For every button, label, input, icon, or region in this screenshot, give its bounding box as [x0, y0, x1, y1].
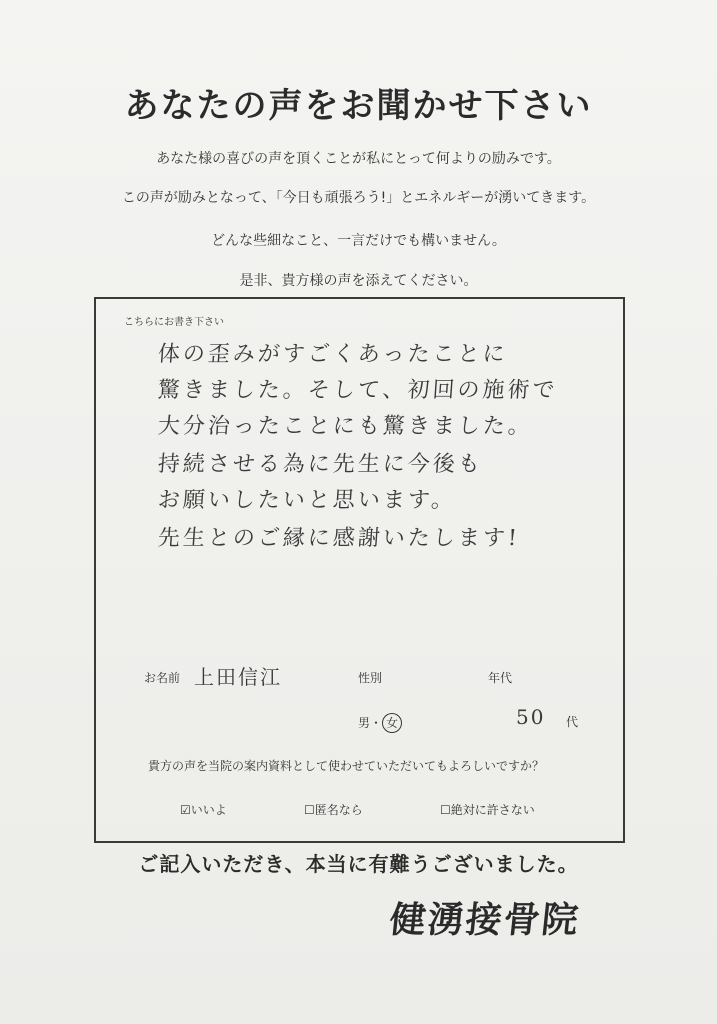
comment-box-label: こちらにお書き下さい: [124, 317, 224, 328]
handwritten-line-1: 体の歪みがすごくあったことに: [156, 342, 509, 367]
age-suffix: 代: [566, 715, 579, 729]
option-anonymous-label: 匿名なら: [314, 803, 363, 817]
option-anonymous[interactable]: [304, 801, 363, 818]
gender-female-circled: 女: [382, 713, 402, 733]
intro-line-3: どんな些細なこと、一言だけでも構いません。: [211, 233, 506, 249]
unchecked-box-icon: ☐: [304, 803, 315, 817]
option-ok[interactable]: [180, 801, 227, 818]
handwritten-line-4: 持続させる為に先生に今後も: [156, 452, 484, 477]
option-never[interactable]: [440, 801, 535, 818]
age-value: 50: [516, 705, 546, 729]
option-ok-label: いいよ: [190, 803, 227, 817]
handwritten-line-2: 驚きました。そして、初回の施術で: [156, 378, 559, 403]
handwritten-line-6: 先生とのご縁に感謝いたします!: [156, 526, 521, 551]
gender-separator: ・: [370, 716, 383, 730]
intro-line-1: あなた様の喜びの声を頂くことが私にとって何よりの励みです。: [156, 151, 561, 167]
gender-label: 性別: [358, 671, 383, 685]
age-label: 年代: [488, 671, 513, 685]
name-label: お名前: [144, 671, 181, 685]
name-value: 上田信江: [194, 665, 282, 689]
handwritten-line-5: お願いしたいと思います。: [156, 488, 457, 513]
thanks-message: ご記入いただき、本当に有難うございました。: [138, 852, 579, 876]
checked-box-icon: ☑: [180, 803, 191, 817]
option-never-label: 絶対に許さない: [450, 803, 535, 817]
intro-line-2: この声が励みとなって、「今日も頑張ろう!」とエネルギーが湧いてきます。: [121, 190, 596, 206]
gender-male: 男: [358, 716, 371, 730]
clinic-signature: 健湧接骨院: [387, 899, 582, 941]
page-title: あなたの声をお聞かせ下さい: [124, 86, 593, 126]
handwritten-line-3: 大分治ったことにも驚きました。: [156, 414, 534, 439]
consent-question: 貴方の声を当院の案内資料として使わせていただいてもよろしいですか？: [148, 759, 545, 773]
gender-options: [358, 713, 402, 733]
unchecked-box-icon: ☐: [440, 803, 451, 817]
intro-line-4: 是非、貴方様の声を添えてください。: [239, 273, 478, 289]
comment-box: [94, 297, 625, 843]
